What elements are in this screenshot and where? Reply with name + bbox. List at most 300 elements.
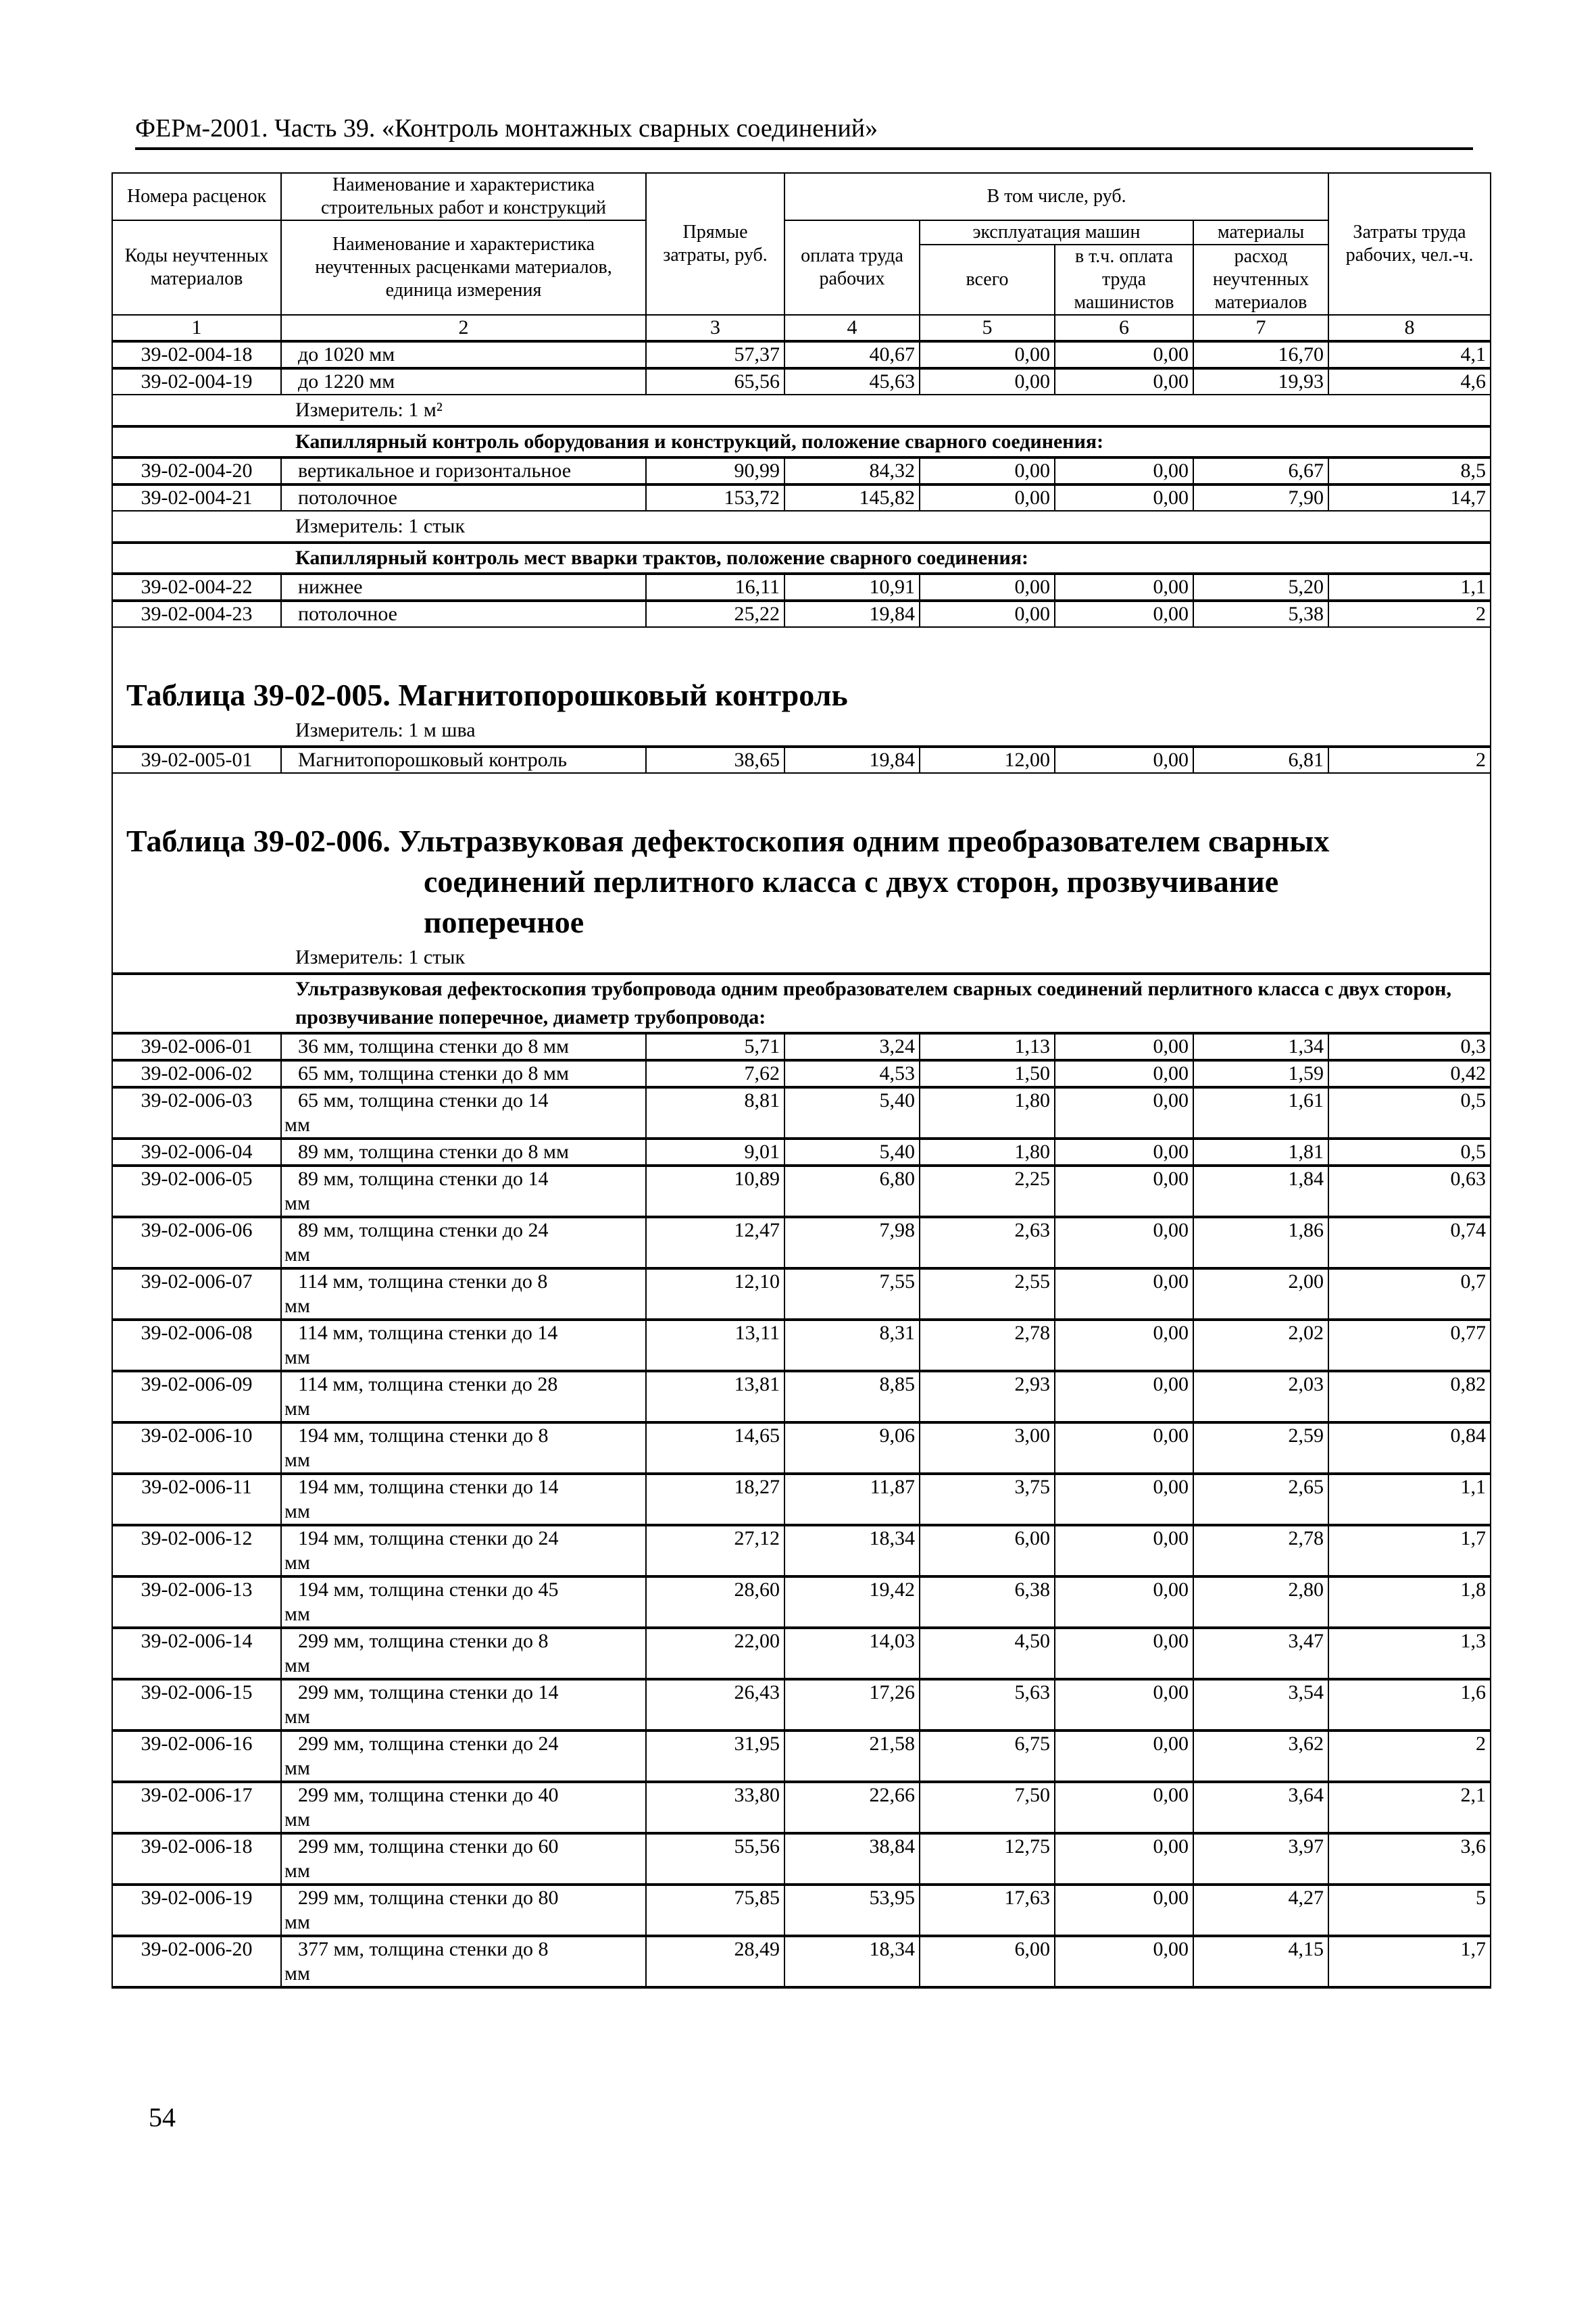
materials-consumption-value: 1,81: [1193, 1139, 1328, 1166]
direct-costs-value: 13,11: [646, 1320, 784, 1371]
machines-total-value: 3,00: [920, 1422, 1055, 1474]
direct-costs-value: 38,65: [646, 747, 784, 773]
worker-pay-value: 8,85: [784, 1371, 920, 1422]
materials-consumption-value: 2,02: [1193, 1320, 1328, 1371]
worker-pay-value: 3,24: [784, 1033, 920, 1060]
column-number: 5: [920, 315, 1055, 341]
machines-total-value: 0,00: [920, 574, 1055, 601]
rate-code: 39-02-004-19: [112, 368, 281, 395]
materials-consumption-value: 16,70: [1193, 341, 1328, 368]
measure-unit-row: [112, 511, 1491, 543]
work-description-text: 299 мм, толщина стенки до 14: [298, 1681, 559, 1703]
machines-total-value: 2,78: [920, 1320, 1055, 1371]
header-material-codes: Коды неучтенных материалов: [112, 220, 281, 315]
table-row: [112, 1166, 1491, 1217]
rate-code: 39-02-004-20: [112, 457, 281, 484]
work-description-unit: мм: [284, 1757, 310, 1779]
operator-pay-value: 0,00: [1055, 574, 1193, 601]
operator-pay-value: 0,00: [1055, 1268, 1193, 1320]
machines-total-value: 1,80: [920, 1087, 1055, 1139]
labor-hours-value: 0,77: [1328, 1320, 1491, 1371]
table-title-row: [112, 655, 1491, 716]
work-description: [281, 574, 646, 601]
header-material-consumption: расход неучтенных материалов: [1193, 245, 1328, 315]
table-row: [112, 601, 1491, 627]
direct-costs-value: 25,22: [646, 601, 784, 627]
rate-code: 39-02-006-12: [112, 1525, 281, 1576]
direct-costs-value: 8,81: [646, 1087, 784, 1139]
machines-total-value: 2,55: [920, 1268, 1055, 1320]
work-description-unit: мм: [284, 1911, 310, 1933]
worker-pay-value: 19,84: [784, 601, 920, 627]
materials-consumption-value: 3,54: [1193, 1679, 1328, 1731]
work-description: [281, 1320, 646, 1371]
operator-pay-value: 0,00: [1055, 1576, 1193, 1628]
labor-hours-value: 4,6: [1328, 368, 1491, 395]
labor-hours-value: 0,7: [1328, 1268, 1491, 1320]
machines-total-value: 3,75: [920, 1474, 1055, 1525]
operator-pay-value: 0,00: [1055, 1679, 1193, 1731]
operator-pay-value: 0,00: [1055, 1885, 1193, 1936]
work-description-text: потолочное: [298, 487, 397, 509]
work-description-unit: мм: [284, 1243, 310, 1266]
materials-consumption-value: 1,59: [1193, 1060, 1328, 1087]
machines-total-value: 6,38: [920, 1576, 1055, 1628]
machines-total-value: 0,00: [920, 601, 1055, 627]
rate-code: 39-02-004-21: [112, 484, 281, 511]
work-description: [281, 1268, 646, 1320]
machines-total-value: 4,50: [920, 1628, 1055, 1679]
work-description-text: 89 мм, толщина стенки до 8 мм: [298, 1141, 569, 1163]
table-title-line: поперечное: [424, 905, 584, 939]
work-description-unit: мм: [284, 1114, 310, 1136]
operator-pay-value: 0,00: [1055, 1320, 1193, 1371]
work-description-unit: мм: [284, 1500, 310, 1522]
table-title-row: [112, 801, 1491, 943]
operator-pay-value: 0,00: [1055, 457, 1193, 484]
materials-consumption-value: 2,80: [1193, 1576, 1328, 1628]
direct-costs-value: 65,56: [646, 368, 784, 395]
machines-total-value: 0,00: [920, 368, 1055, 395]
work-description-text: 377 мм, толщина стенки до 8: [298, 1938, 549, 1960]
work-description: [281, 1936, 646, 1987]
worker-pay-value: 18,34: [784, 1936, 920, 1987]
direct-costs-value: 16,11: [646, 574, 784, 601]
rate-code: 39-02-006-20: [112, 1936, 281, 1987]
labor-hours-value: 5: [1328, 1885, 1491, 1936]
materials-consumption-value: 2,59: [1193, 1422, 1328, 1474]
work-description-text: 299 мм, толщина стенки до 80: [298, 1887, 559, 1909]
materials-consumption-value: 3,64: [1193, 1782, 1328, 1833]
rates-table-container: [111, 172, 1490, 1989]
work-description-text: потолочное: [298, 603, 397, 625]
labor-hours-value: 8,5: [1328, 457, 1491, 484]
group-heading: Капиллярный контроль оборудования и конструкций, положение сварного соединения:: [112, 426, 1491, 457]
operator-pay-value: 0,00: [1055, 1033, 1193, 1060]
materials-consumption-value: 6,67: [1193, 457, 1328, 484]
direct-costs-value: 9,01: [646, 1139, 784, 1166]
work-description: [281, 1885, 646, 1936]
table-row: [112, 1885, 1491, 1936]
materials-consumption-value: 1,34: [1193, 1033, 1328, 1060]
labor-hours-value: 2: [1328, 1731, 1491, 1782]
operator-pay-value: 0,00: [1055, 484, 1193, 511]
work-description: [281, 1576, 646, 1628]
rate-code: 39-02-006-05: [112, 1166, 281, 1217]
operator-pay-value: 0,00: [1055, 1474, 1193, 1525]
operator-pay-value: 0,00: [1055, 1217, 1193, 1268]
labor-hours-value: 2,1: [1328, 1782, 1491, 1833]
machines-total-value: 6,75: [920, 1731, 1055, 1782]
work-description: [281, 484, 646, 511]
operator-pay-value: 0,00: [1055, 601, 1193, 627]
table-row: [112, 1679, 1491, 1731]
direct-costs-value: 22,00: [646, 1628, 784, 1679]
table-row: [112, 484, 1491, 511]
rate-code: 39-02-006-17: [112, 1782, 281, 1833]
labor-hours-value: 2: [1328, 747, 1491, 773]
labor-hours-value: 2: [1328, 601, 1491, 627]
worker-pay-value: 5,40: [784, 1139, 920, 1166]
work-description-text: 114 мм, толщина стенки до 8: [298, 1270, 548, 1293]
operator-pay-value: 0,00: [1055, 1833, 1193, 1885]
header-worker-pay: оплата труда рабочих: [784, 220, 920, 315]
direct-costs-value: 75,85: [646, 1885, 784, 1936]
work-description-unit: мм: [284, 1295, 310, 1317]
operator-pay-value: 0,00: [1055, 1087, 1193, 1139]
work-description: [281, 1060, 646, 1087]
materials-consumption-value: 6,81: [1193, 747, 1328, 773]
materials-consumption-value: 3,47: [1193, 1628, 1328, 1679]
direct-costs-value: 26,43: [646, 1679, 784, 1731]
worker-pay-value: 7,55: [784, 1268, 920, 1320]
work-description-unit: мм: [284, 1962, 310, 1985]
materials-consumption-value: 5,38: [1193, 601, 1328, 627]
work-description: [281, 1217, 646, 1268]
header-operator-pay: в т.ч. оплата труда машинистов: [1055, 245, 1193, 315]
work-description-unit: мм: [284, 1551, 310, 1574]
work-description-unit: мм: [284, 1449, 310, 1471]
worker-pay-value: 22,66: [784, 1782, 920, 1833]
rate-code: 39-02-004-22: [112, 574, 281, 601]
operator-pay-value: 0,00: [1055, 1936, 1193, 1987]
work-description: [281, 1166, 646, 1217]
work-description-text: 194 мм, толщина стенки до 45: [298, 1578, 559, 1601]
header-material-name: Наименование и характеристика неучтенных расценками материалов, единица измерения: [281, 220, 646, 315]
worker-pay-value: 84,32: [784, 457, 920, 484]
operator-pay-value: 0,00: [1055, 368, 1193, 395]
rate-code: 39-02-004-18: [112, 341, 281, 368]
machines-total-value: 6,00: [920, 1525, 1055, 1576]
rate-code: 39-02-006-09: [112, 1371, 281, 1422]
column-number: 6: [1055, 315, 1193, 341]
table-row: [112, 1033, 1491, 1060]
work-description: [281, 601, 646, 627]
measure-unit: Измеритель: 1 м²: [112, 395, 1491, 426]
table-row: [112, 341, 1491, 368]
table-row: [112, 1087, 1491, 1139]
operator-pay-value: 0,00: [1055, 747, 1193, 773]
machines-total-value: 7,50: [920, 1782, 1055, 1833]
work-description-text: 65 мм, толщина стенки до 8 мм: [298, 1062, 569, 1085]
direct-costs-value: 28,60: [646, 1576, 784, 1628]
worker-pay-value: 19,42: [784, 1576, 920, 1628]
table-row: [112, 1936, 1491, 1987]
spacer: [112, 773, 1491, 801]
work-description-unit: мм: [284, 1192, 310, 1214]
work-description-text: до 1020 мм: [298, 343, 395, 366]
header-machines-total: всего: [920, 245, 1055, 315]
work-description: [281, 1525, 646, 1576]
rate-code: 39-02-006-11: [112, 1474, 281, 1525]
operator-pay-value: 0,00: [1055, 1371, 1193, 1422]
labor-hours-value: 1,3: [1328, 1628, 1491, 1679]
table-header: [112, 173, 1491, 341]
table-row: [112, 1576, 1491, 1628]
work-description: [281, 368, 646, 395]
measure-unit: Измеритель: 1 стык: [112, 943, 1491, 974]
work-description-text: 114 мм, толщина стенки до 28: [298, 1373, 558, 1395]
labor-hours-value: 0,5: [1328, 1087, 1491, 1139]
table-row: [112, 1474, 1491, 1525]
direct-costs-value: 57,37: [646, 341, 784, 368]
header-direct-costs: Прямые затраты, руб.: [646, 173, 784, 315]
machines-total-value: 2,93: [920, 1371, 1055, 1422]
worker-pay-value: 18,34: [784, 1525, 920, 1576]
worker-pay-value: 5,40: [784, 1087, 920, 1139]
rate-code: 39-02-006-10: [112, 1422, 281, 1474]
work-description-text: 36 мм, толщина стенки до 8 мм: [298, 1035, 569, 1057]
work-description: [281, 1782, 646, 1833]
column-number: 7: [1193, 315, 1328, 341]
work-description-text: нижнее: [298, 576, 363, 598]
operator-pay-value: 0,00: [1055, 1139, 1193, 1166]
work-description-text: 299 мм, толщина стенки до 40: [298, 1784, 559, 1806]
materials-consumption-value: 7,90: [1193, 484, 1328, 511]
direct-costs-value: 12,10: [646, 1268, 784, 1320]
machines-total-value: 1,80: [920, 1139, 1055, 1166]
labor-hours-value: 1,8: [1328, 1576, 1491, 1628]
measure-unit: Измеритель: 1 м шва: [112, 716, 1491, 747]
operator-pay-value: 0,00: [1055, 1422, 1193, 1474]
materials-consumption-value: 1,86: [1193, 1217, 1328, 1268]
direct-costs-value: 31,95: [646, 1731, 784, 1782]
work-description: [281, 1139, 646, 1166]
worker-pay-value: 9,06: [784, 1422, 920, 1474]
work-description-unit: мм: [284, 1860, 310, 1882]
header-including: В том числе, руб.: [784, 173, 1328, 220]
materials-consumption-value: 2,65: [1193, 1474, 1328, 1525]
table-body: [112, 341, 1491, 1987]
work-description-text: до 1220 мм: [298, 370, 395, 393]
work-description-text: вертикальное и горизонтальное: [298, 459, 572, 482]
labor-hours-value: 0,84: [1328, 1422, 1491, 1474]
work-description-text: 89 мм, толщина стенки до 24: [298, 1219, 549, 1241]
materials-consumption-value: 2,03: [1193, 1371, 1328, 1422]
worker-pay-value: 7,98: [784, 1217, 920, 1268]
rate-code: 39-02-006-19: [112, 1885, 281, 1936]
operator-pay-value: 0,00: [1055, 1525, 1193, 1576]
table-row: [112, 1731, 1491, 1782]
direct-costs-value: 27,12: [646, 1525, 784, 1576]
machines-total-value: 0,00: [920, 341, 1055, 368]
worker-pay-value: 40,67: [784, 341, 920, 368]
operator-pay-value: 0,00: [1055, 1782, 1193, 1833]
direct-costs-value: 33,80: [646, 1782, 784, 1833]
column-number: 1: [112, 315, 281, 341]
table-row: [112, 574, 1491, 601]
labor-hours-value: 0,63: [1328, 1166, 1491, 1217]
work-description-text: 194 мм, толщина стенки до 14: [298, 1476, 559, 1498]
direct-costs-value: 55,56: [646, 1833, 784, 1885]
group-heading-row: [112, 426, 1491, 457]
column-numbers-row: [112, 315, 1491, 341]
work-description: [281, 747, 646, 773]
work-description-unit: мм: [284, 1654, 310, 1676]
direct-costs-value: 28,49: [646, 1936, 784, 1987]
rate-code: 39-02-006-14: [112, 1628, 281, 1679]
table-row: [112, 368, 1491, 395]
materials-consumption-value: 1,84: [1193, 1166, 1328, 1217]
work-description-text: 194 мм, толщина стенки до 8: [298, 1424, 549, 1447]
work-description: [281, 1033, 646, 1060]
direct-costs-value: 18,27: [646, 1474, 784, 1525]
direct-costs-value: 14,65: [646, 1422, 784, 1474]
machines-total-value: 5,63: [920, 1679, 1055, 1731]
materials-consumption-value: 5,20: [1193, 574, 1328, 601]
table-row: [112, 1782, 1491, 1833]
machines-total-value: 2,25: [920, 1166, 1055, 1217]
materials-consumption-value: 3,62: [1193, 1731, 1328, 1782]
materials-consumption-value: 19,93: [1193, 368, 1328, 395]
machines-total-value: 12,75: [920, 1833, 1055, 1885]
worker-pay-value: 45,63: [784, 368, 920, 395]
table-row: [112, 1833, 1491, 1885]
column-number: 2: [281, 315, 646, 341]
work-description: [281, 1628, 646, 1679]
rate-code: 39-02-004-23: [112, 601, 281, 627]
labor-hours-value: 4,1: [1328, 341, 1491, 368]
worker-pay-value: 10,91: [784, 574, 920, 601]
table-row: [112, 1217, 1491, 1268]
labor-hours-value: 3,6: [1328, 1833, 1491, 1885]
operator-pay-value: 0,00: [1055, 1628, 1193, 1679]
table-row: [112, 1268, 1491, 1320]
materials-consumption-value: 4,15: [1193, 1936, 1328, 1987]
table-row: [112, 1371, 1491, 1422]
rate-code: 39-02-005-01: [112, 747, 281, 773]
rate-code: 39-02-006-08: [112, 1320, 281, 1371]
rate-code: 39-02-006-13: [112, 1576, 281, 1628]
work-description-text: 299 мм, толщина стенки до 24: [298, 1733, 559, 1755]
column-number: 3: [646, 315, 784, 341]
work-description: [281, 1422, 646, 1474]
worker-pay-value: 14,03: [784, 1628, 920, 1679]
labor-hours-value: 0,82: [1328, 1371, 1491, 1422]
rate-code: 39-02-006-01: [112, 1033, 281, 1060]
labor-hours-value: 1,1: [1328, 1474, 1491, 1525]
labor-hours-value: 1,7: [1328, 1936, 1491, 1987]
machines-total-value: 1,13: [920, 1033, 1055, 1060]
table-title-line: соединений перлитного класса с двух сторон, прозвучивание: [424, 864, 1279, 899]
group-heading-row: [112, 543, 1491, 574]
spacer-row: [112, 627, 1491, 655]
header-machine-operation: эксплуатация машин: [920, 220, 1193, 245]
worker-pay-value: 8,31: [784, 1320, 920, 1371]
rate-code: 39-02-006-07: [112, 1268, 281, 1320]
header-materials: материалы: [1193, 220, 1328, 245]
table-row: [112, 1422, 1491, 1474]
work-description: [281, 1474, 646, 1525]
direct-costs-value: 13,81: [646, 1371, 784, 1422]
rate-code: 39-02-006-03: [112, 1087, 281, 1139]
header-labor-costs: Затраты труда рабочих, чел.-ч.: [1328, 173, 1491, 315]
table-row: [112, 1628, 1491, 1679]
measure-unit-row: [112, 716, 1491, 747]
labor-hours-value: 1,6: [1328, 1679, 1491, 1731]
rate-code: 39-02-006-02: [112, 1060, 281, 1087]
page-number: 54: [149, 2102, 176, 2133]
header-work-name: Наименование и характеристика строительных работ и конструкций: [281, 173, 646, 220]
machines-total-value: 0,00: [920, 484, 1055, 511]
table-row: [112, 1320, 1491, 1371]
labor-hours-value: 14,7: [1328, 484, 1491, 511]
machines-total-value: 0,00: [920, 457, 1055, 484]
table-row: [112, 457, 1491, 484]
table-title-line: Таблица 39-02-006. Ультразвуковая дефектоскопия одним преобразователем сварных: [126, 824, 1330, 858]
work-description-unit: мм: [284, 1603, 310, 1625]
operator-pay-value: 0,00: [1055, 1166, 1193, 1217]
worker-pay-value: 4,53: [784, 1060, 920, 1087]
materials-consumption-value: 2,00: [1193, 1268, 1328, 1320]
materials-consumption-value: 4,27: [1193, 1885, 1328, 1936]
direct-costs-value: 153,72: [646, 484, 784, 511]
worker-pay-value: 17,26: [784, 1679, 920, 1731]
worker-pay-value: 145,82: [784, 484, 920, 511]
direct-costs-value: 5,71: [646, 1033, 784, 1060]
machines-total-value: 17,63: [920, 1885, 1055, 1936]
work-description-text: 89 мм, толщина стенки до 14: [298, 1168, 549, 1190]
rate-code: 39-02-006-18: [112, 1833, 281, 1885]
page-header: ФЕРм-2001. Часть 39. «Контроль монтажных сварных соединений»: [135, 114, 1473, 150]
worker-pay-value: 6,80: [784, 1166, 920, 1217]
work-description-unit: мм: [284, 1397, 310, 1420]
direct-costs-value: 7,62: [646, 1060, 784, 1087]
work-description: [281, 1371, 646, 1422]
table-row: [112, 1139, 1491, 1166]
work-description-text: 194 мм, толщина стенки до 24: [298, 1527, 559, 1549]
spacer: [112, 627, 1491, 655]
worker-pay-value: 11,87: [784, 1474, 920, 1525]
operator-pay-value: 0,00: [1055, 341, 1193, 368]
group-heading: Ультразвуковая дефектоскопия трубопровода одним преобразователем сварных соединений перлитного класса с двух сторон, прозвучивание поперечное, диаметр трубопровода:: [112, 974, 1491, 1033]
materials-consumption-value: 1,61: [1193, 1087, 1328, 1139]
worker-pay-value: 21,58: [784, 1731, 920, 1782]
work-description-text: 299 мм, толщина стенки до 60: [298, 1835, 559, 1858]
work-description-unit: мм: [284, 1706, 310, 1728]
machines-total-value: 6,00: [920, 1936, 1055, 1987]
measure-unit: Измеритель: 1 стык: [112, 511, 1491, 543]
operator-pay-value: 0,00: [1055, 1060, 1193, 1087]
rate-code: 39-02-006-16: [112, 1731, 281, 1782]
labor-hours-value: 0,42: [1328, 1060, 1491, 1087]
work-description: [281, 341, 646, 368]
table-row: [112, 1525, 1491, 1576]
table-row: [112, 1060, 1491, 1087]
worker-pay-value: 19,84: [784, 747, 920, 773]
worker-pay-value: 53,95: [784, 1885, 920, 1936]
labor-hours-value: 0,5: [1328, 1139, 1491, 1166]
